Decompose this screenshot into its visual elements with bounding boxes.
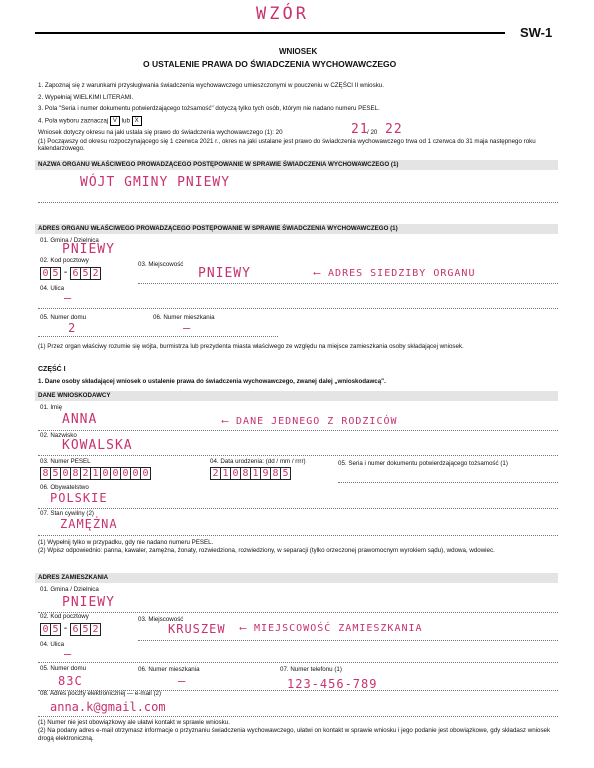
applicant-status-value[interactable]: ZAMĘŻNA <box>60 517 118 531</box>
period-label: Wniosek dotyczy okresu na jaki ustala się prawo do świadczenia wychowawczego (1): 20 <box>38 129 283 136</box>
period-year1: 21 <box>351 122 369 137</box>
period-sep: / 20 <box>367 129 378 136</box>
residence-flat-label: 06. Numer mieszkania <box>138 666 200 673</box>
pesel-digit: 0 <box>140 467 151 480</box>
postal-digit: 5 <box>80 267 91 280</box>
organ-house-line <box>38 336 278 337</box>
postal-digit: 6 <box>70 267 81 280</box>
postal-dash: - <box>62 267 69 278</box>
pesel-digit: 5 <box>50 467 61 480</box>
applicant-id-line <box>338 482 558 483</box>
postal-digit: 0 <box>40 267 51 280</box>
dob-digit: 9 <box>260 467 271 480</box>
applicant-citizenship-line <box>38 508 558 509</box>
organ-city-line <box>138 283 558 284</box>
organ-name-line <box>38 202 558 203</box>
applicant-status-label: 07. Stan cywilny (2) <box>40 510 94 517</box>
postal-digit: 0 <box>40 623 51 636</box>
residence-email-label: 08. Adres poczty elektronicznej — e-mail (2) <box>40 690 162 697</box>
form-title: WNIOSEK <box>279 47 318 56</box>
applicant-header-bg <box>35 391 558 401</box>
dob-digit: 5 <box>280 467 291 480</box>
organ-flat-label: 06. Numer mieszkania <box>153 314 215 321</box>
organ-address-note: (1) Przez organ właściwy rozumie się wójta, burmistrza lub prezydenta miasta właściwego ze względu na miejsce zamieszkania osoby składającej wniosek. <box>38 343 464 350</box>
dob-digit: 8 <box>270 467 281 480</box>
applicant-surname-line <box>38 455 558 456</box>
pesel-digit: 0 <box>100 467 111 480</box>
organ-address-header: ADRES ORGANU WŁAŚCIWEGO PROWADZĄCEGO POSTĘPOWANIE W SPRAWIE ŚWIADCZENIA WYCHOWAWCZEGO (1) <box>38 225 398 232</box>
checkbox-v-sample: V <box>110 116 120 126</box>
applicant-surname-label: 02. Nazwisko <box>40 432 77 439</box>
residence-header-bg <box>35 573 558 583</box>
applicant-header: DANE WNIOSKODAWCY <box>38 392 111 399</box>
residence-street-label: 04. Ulica <box>40 641 65 648</box>
applicant-surname-value[interactable]: KOWALSKA <box>62 438 133 453</box>
residence-house-label: 05. Numer domu <box>40 665 87 672</box>
applicant-status-line <box>38 535 558 536</box>
pesel-digit: 1 <box>90 467 101 480</box>
part1-title: CZĘŚĆ I <box>38 366 66 373</box>
dob-digit: 2 <box>210 467 221 480</box>
dob-digit: 0 <box>230 467 241 480</box>
residence-gmina-line <box>38 612 558 613</box>
instruction-2: 2. Wypełniaj WIELKIMI LITERAMI. <box>38 94 134 101</box>
applicant-citizenship-value[interactable]: POLSKIE <box>50 491 108 505</box>
instruction-4 <box>38 116 142 126</box>
pesel-digit: 0 <box>120 467 131 480</box>
applicant-pesel-label: 03. Numer PESEL <box>40 458 91 465</box>
residence-annotation: ⟵ MIEJSCOWOŚĆ ZAMIESZKANIA <box>240 623 423 634</box>
pesel-digit: 8 <box>40 467 51 480</box>
organ-flat-value[interactable]: – <box>183 321 192 335</box>
instruction-4-or: lub <box>121 117 130 125</box>
organ-gmina-value[interactable]: PNIEWY <box>62 242 115 257</box>
postal-digit: 6 <box>70 623 81 636</box>
organ-address-annotation: ⟵ ADRES SIEDZIBY ORGANU <box>314 268 476 279</box>
applicant-dob-boxes[interactable] <box>210 467 290 480</box>
residence-street-value[interactable]: – <box>64 647 73 661</box>
residence-gmina-label: 01. Gmina / Dzielnica <box>40 586 99 593</box>
applicant-name-label: 01. Imię <box>40 404 63 411</box>
residence-phone-label: 07. Numer telefonu (1) <box>280 666 342 673</box>
organ-gmina-label: 01. Gmina / Dzielnica <box>40 237 99 244</box>
pesel-digit: 0 <box>110 467 121 480</box>
residence-phone-value[interactable]: 123-456-789 <box>287 677 378 691</box>
pesel-digit: 2 <box>80 467 91 480</box>
organ-city-label: 03. Miejscowość <box>138 261 184 268</box>
period-note: (1) Począwszy od okresu rozpoczynającego się 1 czerwca 2021 r., okres na jaki ustalane jest prawo do świadczenia wychowawczego trwa od 1 czerwca do 31 maja następnego roku kalendarzowego. <box>38 138 536 152</box>
instruction-3: 3. Pola "Seria i numer dokumentu potwierdzającego tożsamość" dotyczą tylko tych osób, którym nie nadano numeru PESEL. <box>38 105 380 112</box>
part1-subtitle: 1. Dane osoby składającej wniosek o ustalenie prawa do świadczenia wychowawczego, zwanej dalej „wnioskodawcą". <box>38 378 386 385</box>
organ-header: NAZWA ORGANU WŁAŚCIWEGO PROWADZĄCEGO POSTĘPOWANIE W SPRAWIE ŚWIADCZENIA WYCHOWAWCZEGO (1) <box>38 161 399 168</box>
residence-note1: (1) Numer nie jest obowiązkowy ale ułatwi kontakt w sprawie wniosku. <box>38 719 230 726</box>
residence-street-line <box>38 662 558 663</box>
instruction-4-text: 4. Pola wyboru zaznaczaj <box>38 117 109 125</box>
checkbox-x-sample: X <box>132 116 142 126</box>
residence-email-line <box>38 716 558 717</box>
residence-postal-label: 02. Kod pocztowy <box>40 613 89 620</box>
organ-postal-boxes[interactable] <box>40 267 100 280</box>
dob-digit: 8 <box>240 467 251 480</box>
organ-house-value[interactable]: 2 <box>68 321 77 335</box>
applicant-id-label: 05. Seria i numer dokumentu potwierdzającego tożsamość (1) <box>338 460 508 467</box>
organ-name-value[interactable]: WÓJT GMINY PNIEWY <box>80 175 231 190</box>
residence-city-value[interactable]: KRUSZEW <box>168 622 226 636</box>
organ-postal-label: 02. Kod pocztowy <box>40 257 89 264</box>
organ-city-value[interactable]: PNIEWY <box>198 266 251 281</box>
postal-digit: 5 <box>50 267 61 280</box>
organ-street-label: 04. Ulica <box>40 285 65 292</box>
residence-city-line <box>138 640 558 641</box>
applicant-name-line <box>38 430 558 431</box>
pesel-digit: 8 <box>70 467 81 480</box>
applicant-note2: (2) Wpisz odpowiednio: panna, kawaler, zamężna, żonaty, rozwiedziona, rozwiedziony, w separacji (tylko orzeczonej prawomocnym wyrokiem sądu), wdowa, wdowiec. <box>38 547 495 554</box>
residence-house-value[interactable]: 83C <box>58 674 83 688</box>
residence-gmina-value[interactable]: PNIEWY <box>62 595 115 610</box>
applicant-annotation: ⟵ DANE JEDNEGO Z RODZICÓW <box>222 416 398 427</box>
postal-digit: 5 <box>80 623 91 636</box>
applicant-citizenship-label: 06. Obywatelstwo <box>40 484 89 491</box>
dob-digit: 1 <box>250 467 261 480</box>
wzor-stamp: WZÓR <box>256 4 309 24</box>
pesel-digit: 0 <box>130 467 141 480</box>
residence-postal-boxes[interactable] <box>40 623 100 636</box>
applicant-name-value[interactable]: ANNA <box>62 412 98 427</box>
residence-city-label: 03. Miejscowość <box>138 616 184 623</box>
period-year2: 22 <box>385 122 403 137</box>
pesel-digit: 0 <box>60 467 71 480</box>
residence-flat-value[interactable]: – <box>178 674 187 688</box>
form-code: SW-1 <box>520 25 553 40</box>
residence-note2: (2) Na podany adres e-mail otrzymasz informacje o przyznaniu świadczenia wychowawczego, ułatwi on kontakt w sprawie wniosku i jego podanie jest obowiązkowe, gdy składasz wniosek drogą elektroniczną. <box>38 727 551 742</box>
residence-email-value[interactable]: anna.k@gmail.com <box>50 700 166 714</box>
applicant-note1: (1) Wypełnij tylko w przypadku, gdy nie nadano numeru PESEL. <box>38 539 214 546</box>
organ-house-label: 05. Numer domu <box>40 314 87 321</box>
organ-street-value[interactable]: – <box>64 291 73 305</box>
postal-digit: 2 <box>90 623 101 636</box>
dob-digit: 1 <box>220 467 231 480</box>
organ-street-line <box>38 308 558 309</box>
instruction-1: 1. Zapoznaj się z warunkami przysługiwania świadczenia wychowawczego umieszczonymi w pouczeniu w CZĘŚCI II wniosku. <box>38 82 384 89</box>
top-rule <box>35 32 505 34</box>
applicant-dob-label: 04. Data urodzenia: (dd / mm / rrrr) <box>210 458 306 465</box>
postal-dash: - <box>62 623 69 634</box>
form-subtitle: O USTALENIE PRAWA DO ŚWIADCZENIA WYCHOWAWCZEGO <box>143 59 397 69</box>
applicant-pesel-boxes[interactable] <box>40 467 150 480</box>
postal-digit: 5 <box>50 623 61 636</box>
residence-header: ADRES ZAMIESZKANIA <box>38 574 109 581</box>
postal-digit: 2 <box>90 267 101 280</box>
